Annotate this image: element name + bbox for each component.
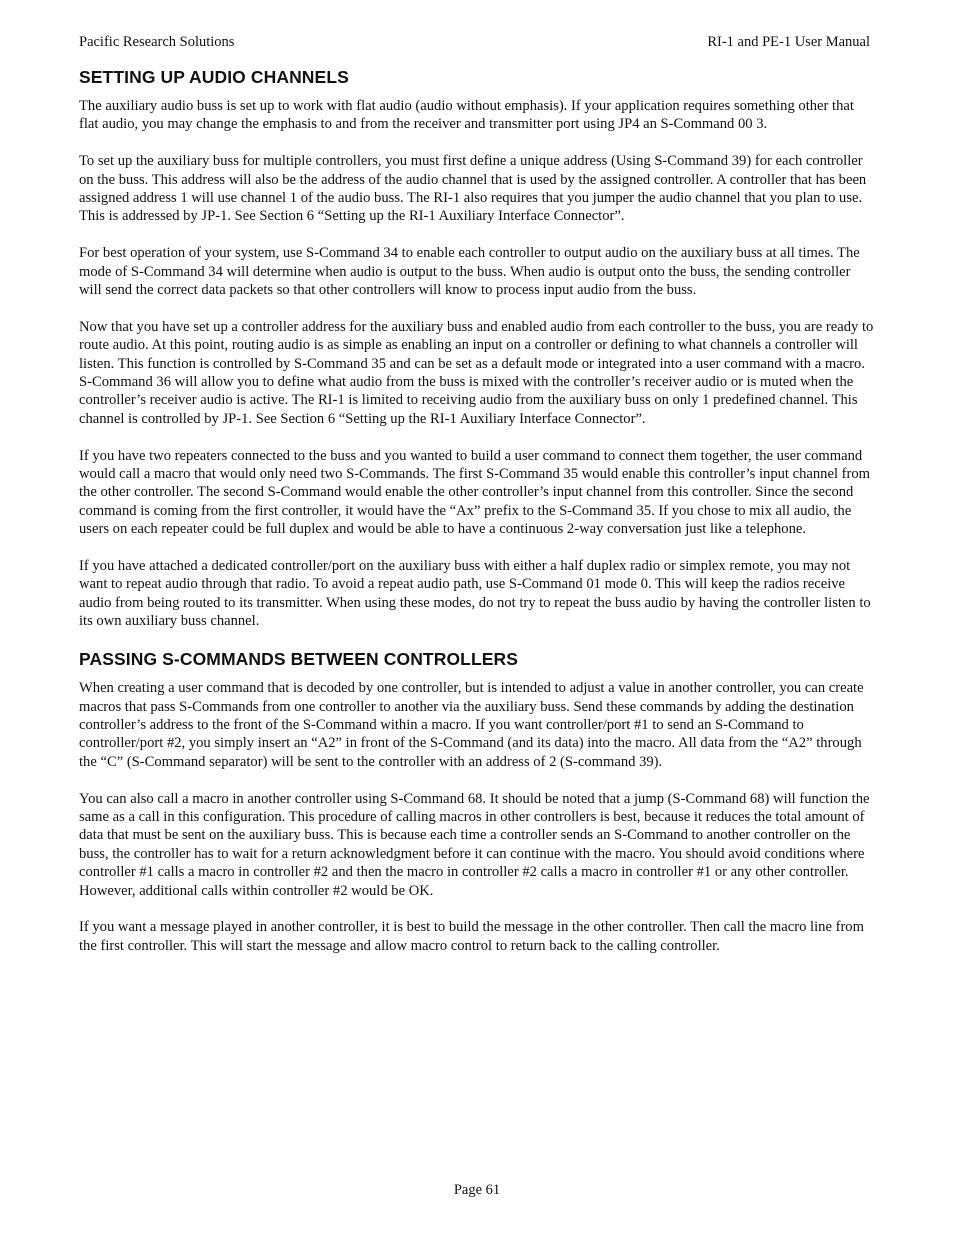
- paragraph: Now that you have set up a controller address for the auxiliary buss and enabled audio from each controller to the buss, you are ready to route audio. At this point, routing audio is as simple as enabling an input on a controller or defining to what channels a controller will listen. This function is controlled by S-Command 35 and can be set as a default mode or integrated into a user command with a macro. S-Command 36 will allow you to define what audio from the buss is mixed with the controller’s receiver audio or is muted when the controller’s receiver audio is active. The RI-1 is limited to receiving audio from the auxiliary buss on only 1 predefined channel. This channel is controlled by JP-1. See Section 6 “Setting up the RI-1 Auxiliary Interface Connector”.: [79, 318, 874, 427]
- section-heading-audio-channels: SETTING UP AUDIO CHANNELS: [79, 67, 349, 87]
- paragraph: You can also call a macro in another controller using S-Command 68. It should be noted that a jump (S-Command 68) will function the same as a call in this configuration. This procedure of calling macros in other controllers is best, because it reduces the total amount of data that must be sent on the auxiliary buss. This is because each time a controller sends an S-Command to another controller on the buss, the controller has to wait for a return acknowledgment before it can continue with the macro. You should avoid conditions where controller #1 calls a macro in controller #2 and then the macro in controller #2 calls a macro in controller #1 or any other controller. However, additional calls within controller #2 would be OK.: [79, 790, 870, 899]
- page-number: Page 61: [453, 1182, 501, 1198]
- paragraph: The auxiliary audio buss is set up to work with flat audio (audio without emphasis). If your application requires something other that flat audio, you may change the emphasis to and from the receiver and transmitter port using JP4 an S-Command 00 3.: [79, 98, 854, 133]
- paragraph: If you want a message played in another controller, it is best to build the message in the other controller. Then call the macro line from the first controller. This will start the message and allow macro control to return back to the calling controller.: [79, 919, 864, 954]
- paragraph: For best operation of your system, use S-Command 34 to enable each controller to output audio on the auxiliary buss at all times. The mode of S-Command 34 will determine when audio is output to the buss. When audio is output onto the buss, the sending controller will send the correct data packets so that other controllers will know to process input audio from the buss.: [79, 245, 860, 299]
- paragraph: If you have two repeaters connected to the buss and you wanted to build a user command to connect them together, the user command would call a macro that would only need two S-Commands. The first S-Command 35 would enable this controller’s input channel from the other controller. The second S-Command would enable the other controller’s input channel from this controller. Since the second command is coming from the first controller, it would have the “Ax” prefix to the S-Command 35. If you chose to mix all audio, the users on each repeater could be full duplex and would be able to have a continuous 2-way conversation just like a telephone.: [79, 447, 871, 538]
- paragraph: If you have attached a dedicated controller/port on the auxiliary buss with either a half duplex radio or simplex remote, you may not want to repeat audio through that radio. To avoid a repeat audio path, use S-Command 01 mode 0. This will keep the radios receive audio from being routed to its transmitter. When using these modes, do not try to repeat the buss audio by having the controller listen to its own auxiliary buss channel.: [79, 558, 871, 630]
- page-content: [79, 67, 876, 974]
- header-company: Pacific Research Solutions: [79, 34, 235, 50]
- section-heading-passing-s-commands: PASSING S-COMMANDS BETWEEN CONTROLLERS: [79, 649, 519, 670]
- header-manual-title: RI-1 and PE-1 User Manual: [707, 34, 870, 50]
- paragraph: To set up the auxiliary buss for multiple controllers, you must first define a unique address (Using S-Command 39) for each controller on the buss. This address will also be the address of the audio channel that is used by the assigned controller. A controller that has been assigned address 1 will use channel 1 of the audio buss. The RI-1 also requires that you jumper the audio channel that you plan to use. This is addressed by JP-1. See Section 6 “Setting up the RI-1 Auxiliary Interface Connector”.: [79, 153, 867, 225]
- paragraph: When creating a user command that is decoded by one controller, but is intended to adjust a value in another controller, you can create macros that pass S-Commands from one controller to another via the auxiliary buss. Send these commands by adding the destination controller’s address to the front of the S-Command within a macro. If you want controller/port #1 to send an S-Command to controller/port #2, you simply insert an “A2” in front of the S-Command (and its data) into the macro. All data from the “A2” through the “C” (S-Command separator) will be sent to the controller with an address of 2 (S-command 39).: [79, 680, 864, 770]
